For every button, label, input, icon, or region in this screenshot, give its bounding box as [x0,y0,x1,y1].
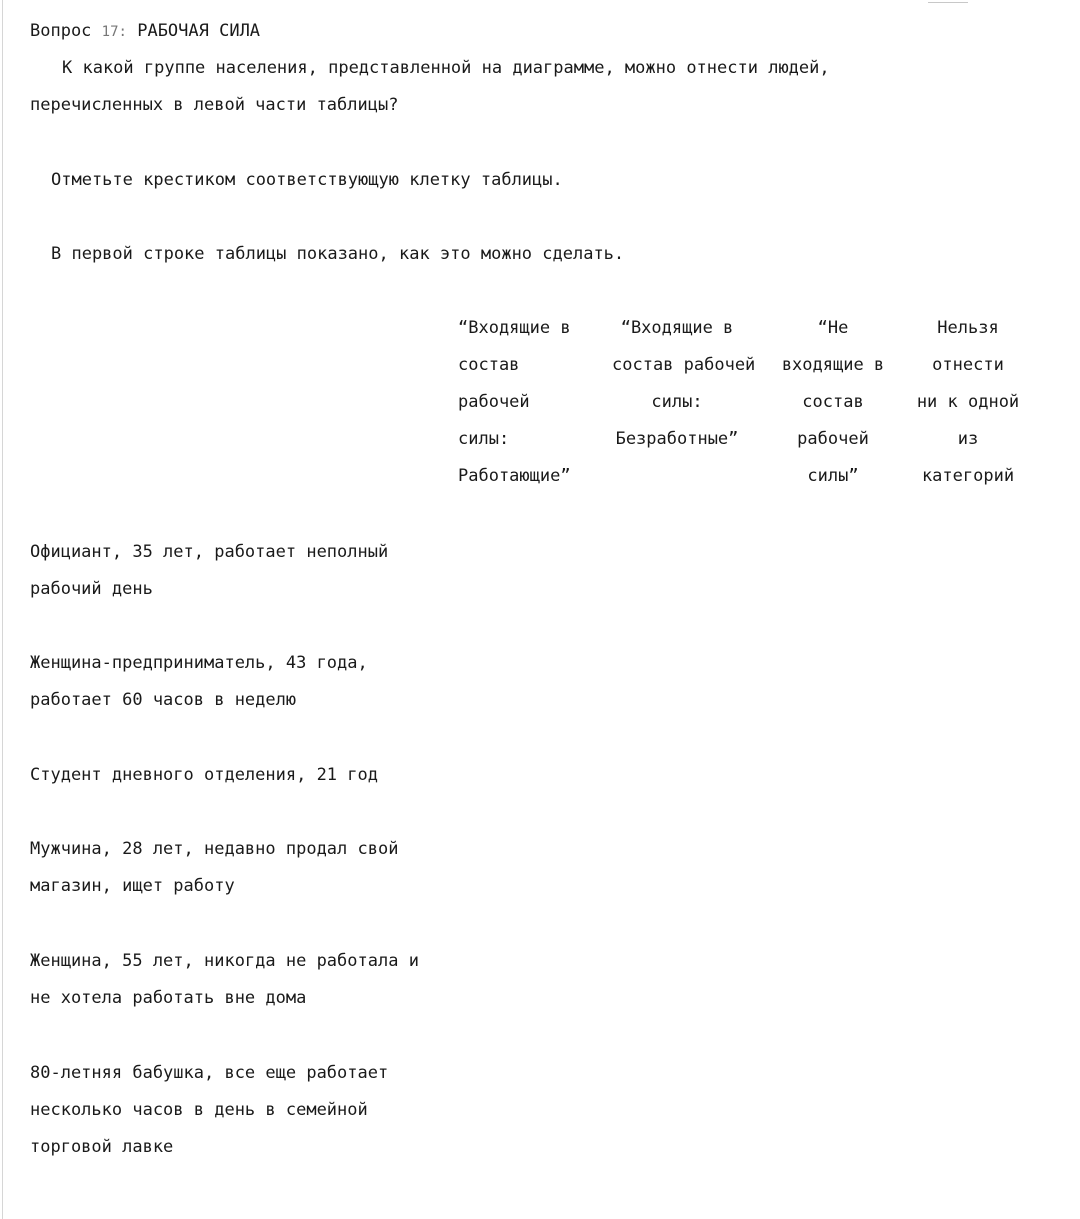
page-left-border [2,0,3,1219]
intro-line-2: перечисленных в левой части таблицы? [30,95,399,115]
column-header-no-category: Нельзя отнести ни к одной из категорий [916,318,1020,486]
instruction-example: В первой строке таблицы показано, как это можно сделать. [51,244,625,264]
answer-cell-r1-c2[interactable] [605,540,735,570]
row-label-student: Студент дневного отделения, 21 год [30,765,378,785]
answer-cell-r2-c3[interactable] [768,651,898,681]
question-label: Вопрос [30,21,92,41]
answer-cell-r3-c2[interactable] [605,763,735,793]
answer-cell-r4-c4[interactable] [903,837,1033,867]
column-header-unemployed: “Входящие в состав рабочей силы: Безработные” [612,318,756,449]
answer-cell-r2-c2[interactable] [605,651,735,681]
answer-cell-r3-c1[interactable] [455,763,585,793]
question-number: 17: [101,24,127,40]
column-header-not-in-labour-force: “Не входящие в состав рабочей силы” [781,318,885,486]
answer-cell-r1-c3[interactable] [768,540,898,570]
answer-cell-r2-c1[interactable] [455,651,585,681]
instruction-mark: Отметьте крестиком соответствующую клетку таблицы. [51,170,563,190]
column-header-employed: “Входящие в состав рабочей силы: Работающие” [458,318,571,486]
page-corner-mark [928,0,968,3]
answer-cell-r5-c1[interactable] [455,949,585,979]
answer-cell-r4-c2[interactable] [605,837,735,867]
intro-line-1: К какой группе населения, представленной на диаграмме, можно отнести людей, [62,58,830,78]
answer-cell-r5-c2[interactable] [605,949,735,979]
row-label-grandmother: 80-летняя бабушка, все еще работает несколько часов в день в семейной торговой лавке [30,1063,389,1157]
answer-cell-r5-c4[interactable] [903,949,1033,979]
answer-cell-r6-c2[interactable] [605,1061,735,1091]
answer-cell-r4-c1[interactable] [455,837,585,867]
answer-cell-r2-c4[interactable] [903,651,1033,681]
answer-cell-r1-c4[interactable] [903,540,1033,570]
answer-cell-r3-c4[interactable] [903,763,1033,793]
answer-grid [455,530,1045,1180]
row-label-waiter: Официант, 35 лет, работает неполный рабочий день [30,542,389,599]
answer-cell-r6-c1[interactable] [455,1061,585,1091]
answer-cell-r3-c3[interactable] [768,763,898,793]
question-title: РАБОЧАЯ СИЛА [137,21,261,41]
row-label-man-seeking-work: Мужчина, 28 лет, недавно продал свой магазин, ищет работу [30,839,399,896]
question-heading [30,21,260,42]
answer-cell-r6-c3[interactable] [768,1061,898,1091]
row-label-woman-never-worked: Женщина, 55 лет, никогда не работала и не хотела работать вне дома [30,951,419,1008]
answer-cell-r6-c4[interactable] [903,1061,1033,1091]
row-label-businesswoman: Женщина-предприниматель, 43 года, работает 60 часов в неделю [30,653,368,710]
answer-cell-r4-c3[interactable] [768,837,898,867]
answer-cell-r1-c1[interactable] [455,540,585,570]
answer-cell-r5-c3[interactable] [768,949,898,979]
